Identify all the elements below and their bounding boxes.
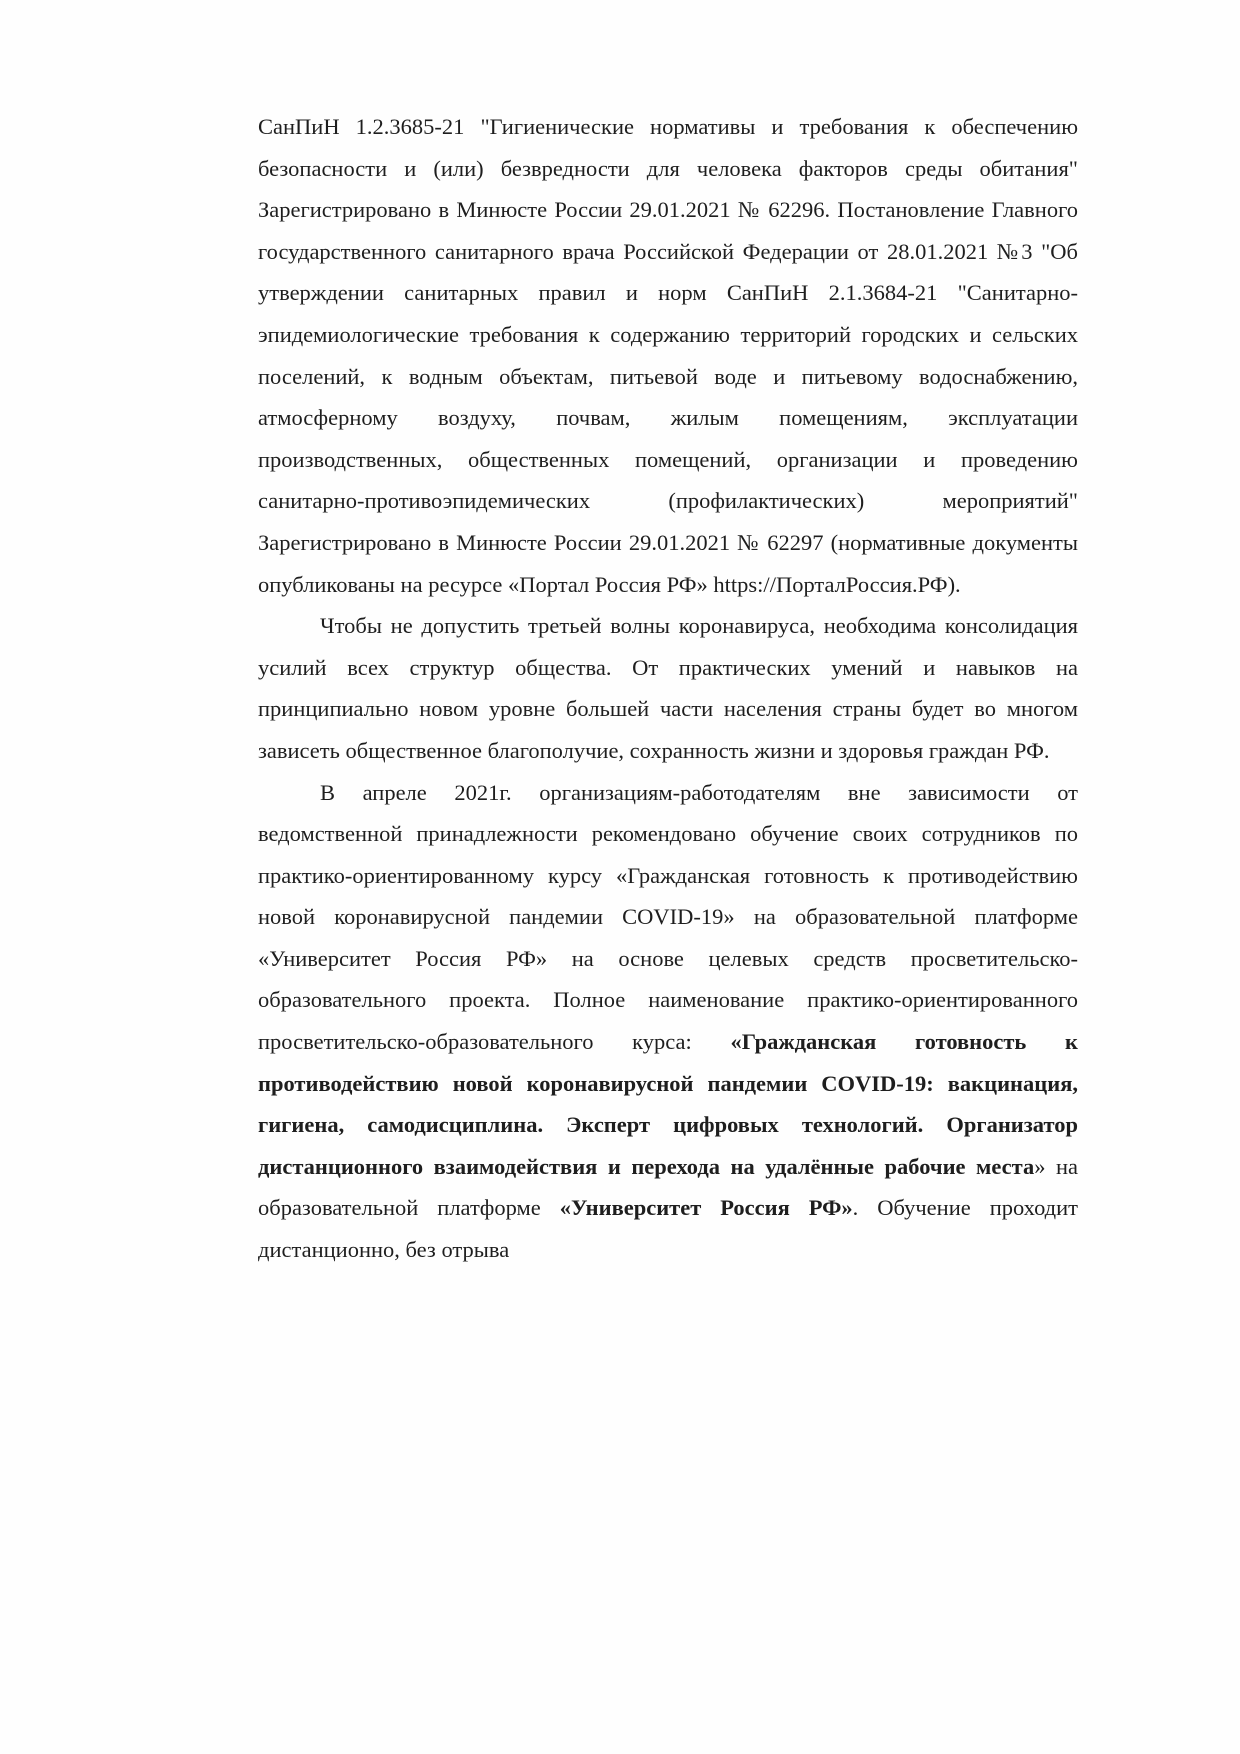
paragraph-training-course [258,772,1078,1271]
paragraph-third-wave: Чтобы не допустить третьей волны коронавируса, необходима консолидация усилий всех структур общества. От практических умений и навыков на принципиально новом уровне большей части населения страны будет во многом зависеть общественное благополучие, сохранность жизни и здоровья граждан РФ. [258,613,1078,763]
document-body [258,106,1078,1271]
paragraph-sanpin-references: СанПиН 1.2.3685-21 "Гигиенические нормативы и требования к обеспечению безопасности и (или) безвредности для человека факторов среды обитания" Зарегистрировано в Минюсте России 29.01.2021 № 62296. Постановление Главного государственного санитарного врача Российской Федерации от 28.01.2021 №3 "Об утверждении санитарных правил и норм СанПиН 2.1.3684-21 "Санитарно-эпидемиологические требования к содержанию территорий городских и сельских поселений, к водным объектам, питьевой воде и питьевому водоснабжению, атмосферному воздуху, почвам, жилым помещениям, эксплуатации производственных, общественных помещений, организации и проведению санитарно-противоэпидемических (профилактических) мероприятий" Зарегистрировано в Минюсте России 29.01.2021 № 62297 (нормативные документы опубликованы на ресурсе «Портал Россия РФ» https://ПорталРоссия.РФ). [258,114,1078,597]
course-full-title: «Гражданская готовность к противодействию новой коронавирусной пандемии COVID-19: вакцинация, гигиена, самодисциплина. Эксперт цифровых технологий. Организатор дистанционного взаимодействия и перехода на удалённые рабочие места [258,1029,1078,1179]
course-intro-text: В апреле 2021г. организациям-работодателям вне зависимости от ведомственной принадлежности рекомендовано обучение своих сотрудников по практико-ориентированному курсу «Гражданская готовность к противодействию новой коронавирусной пандемии COVID-19» на образовательной платформе «Университет Россия РФ» на основе целевых средств просветительско-образовательного проекта. Полное наименование практико-ориентированного просветительско-образовательного курса: [258,779,1078,1055]
course-format-text: . Обучение проходит дистанционно, без отрыва [258,1195,1078,1263]
course-platform-text: » на образовательной платформе [258,1153,1078,1221]
platform-name: «Университет Россия РФ» [559,1195,853,1221]
